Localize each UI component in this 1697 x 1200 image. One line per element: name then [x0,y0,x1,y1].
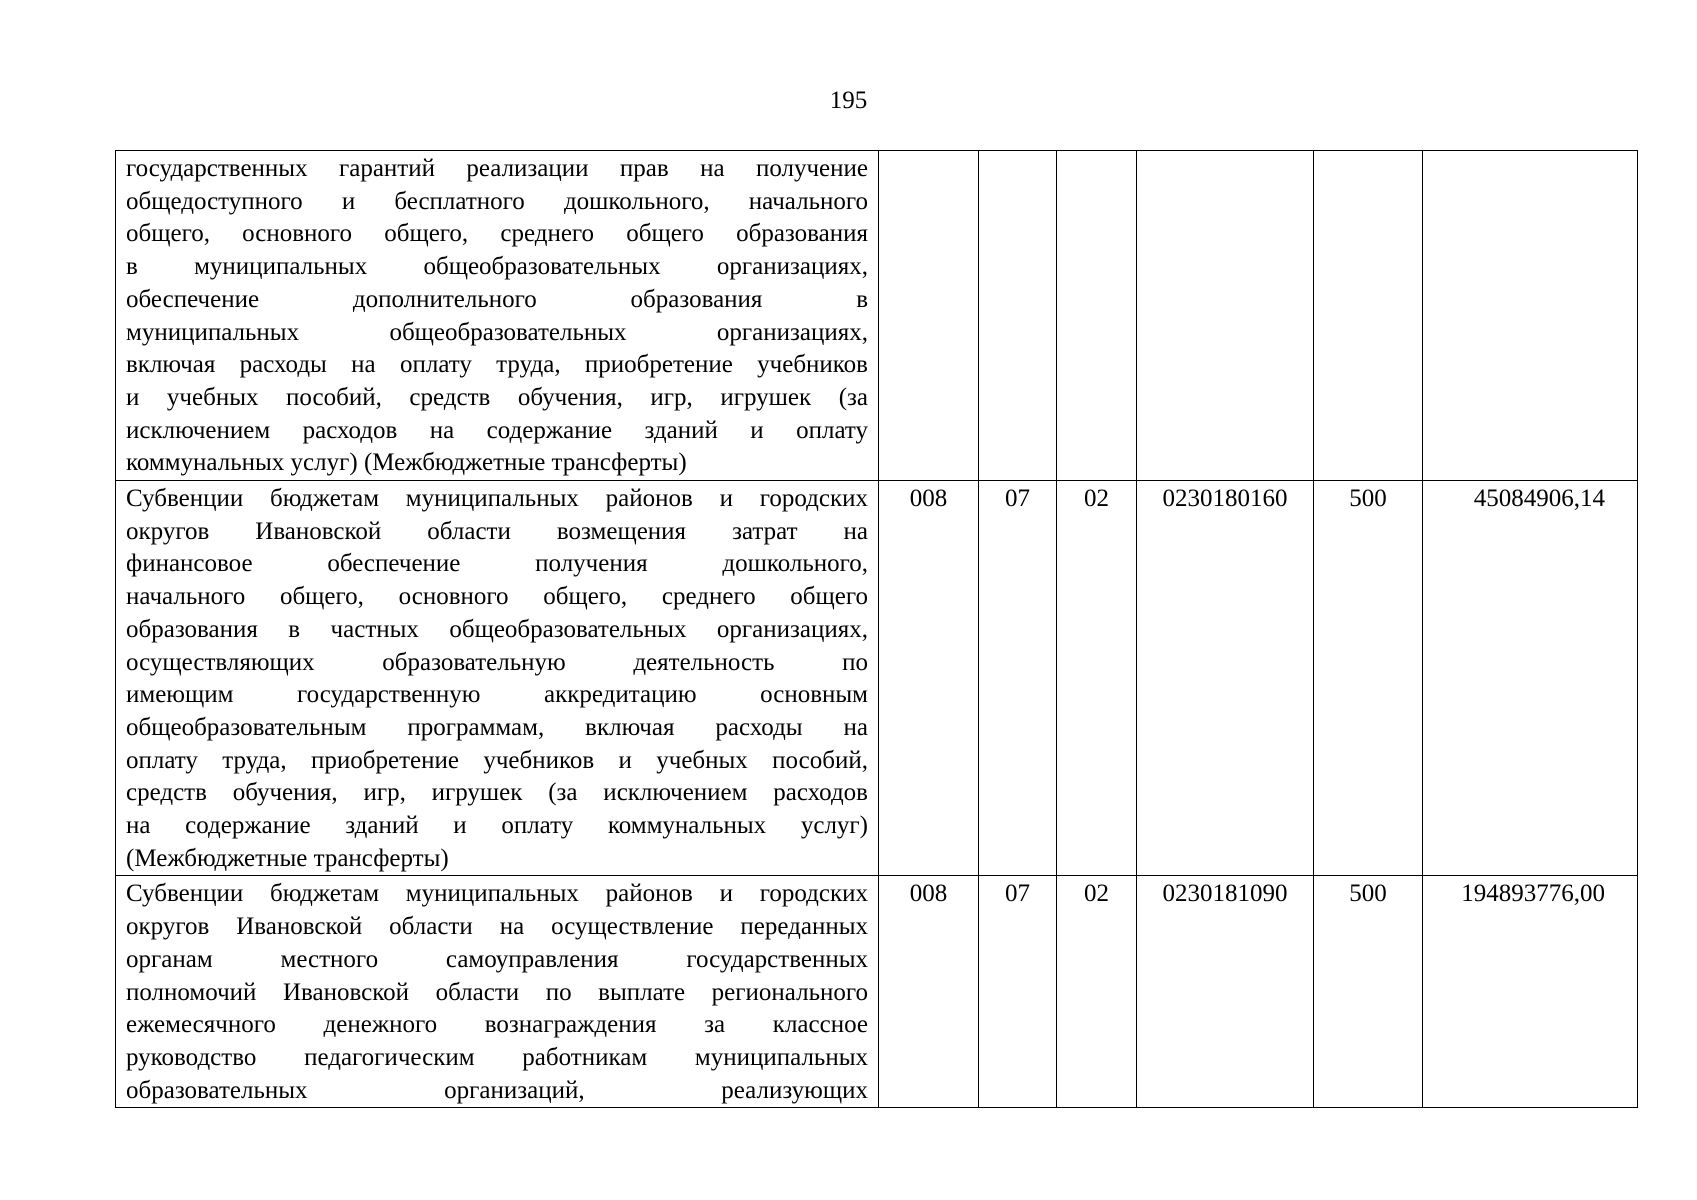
target-code: 0230180160 [1137,481,1314,876]
description-line: начального общего, основного общего, среднего общего [126,583,868,611]
expense-type-code: 500 [1314,481,1423,876]
description-line: муниципальных общеобразовательных организациях, [126,318,868,346]
description-line: руководство педагогическим работникам муниципальных [126,1043,868,1071]
amount: 45084906,14 [1423,481,1638,876]
section-code: 07 [979,876,1057,1108]
section-code: 07 [979,481,1057,876]
subsection-code [1057,151,1137,481]
description-line: включая расходы на оплату труда, приобретение учебников [126,351,868,379]
row-description [116,481,879,876]
target-code: 0230181090 [1137,876,1314,1108]
description-line: государственных гарантий реализации прав на получение [126,155,868,182]
description-line: (Межбюджетные трансферты) [126,844,449,872]
description-line: полномочий Ивановской области по выплате регионального [126,978,868,1006]
table-row [116,481,1638,876]
ministry-code: 008 [879,481,979,876]
description-line: имеющим государственную аккредитацию основным [126,681,868,709]
description-line: Субвенции бюджетам муниципальных районов и городских [126,880,868,908]
description-line: и учебных пособий, средств обучения, игр, игрушек (за [126,383,868,411]
description-line: образовательных организаций, реализующих [126,1076,868,1104]
ministry-code [879,151,979,481]
expense-type-code [1314,151,1423,481]
budget-table [115,150,1638,1108]
description-line: коммунальных услуг) (Межбюджетные трансферты) [126,449,687,477]
amount: 194893776,00 [1423,876,1638,1108]
section-code [979,151,1057,481]
description-line: исключением расходов на содержание зданий и оплату [126,416,868,444]
ministry-code: 008 [879,876,979,1108]
subsection-code: 02 [1057,481,1137,876]
description-line: Субвенции бюджетам муниципальных районов и городских [126,485,868,513]
description-line: в муниципальных общеобразовательных организациях, [126,253,868,281]
description-line: ежемесячного денежного вознаграждения за классное [126,1011,868,1039]
target-code [1137,151,1314,481]
table-row [116,876,1638,1108]
description-line: финансовое обеспечение получения дошкольного, [126,550,868,578]
description-line: средств обучения, игр, игрушек (за исключением расходов [126,779,868,807]
subsection-code: 02 [1057,876,1137,1108]
description-line: осуществляющих образовательную деятельность по [126,648,868,676]
description-line: общедоступного и бесплатного дошкольного, начального [126,187,868,215]
table-row [116,151,1638,481]
description-line: округов Ивановской области возмещения затрат на [126,517,868,545]
amount [1423,151,1638,481]
description-line: общего, основного общего, среднего общего образования [126,220,868,248]
description-line: оплату труда, приобретение учебников и учебных пособий, [126,746,868,774]
expense-type-code: 500 [1314,876,1423,1108]
row-description [116,151,879,481]
description-line: органам местного самоуправления государственных [126,945,868,973]
row-description [116,876,879,1108]
description-line: на содержание зданий и оплату коммунальных услуг) [126,812,868,840]
description-line: образования в частных общеобразовательных организациях, [126,615,868,643]
description-line: общеобразовательным программам, включая расходы на [126,713,868,741]
description-line: обеспечение дополнительного образования в [126,285,868,313]
description-line: округов Ивановской области на осуществление переданных [126,913,868,941]
page-number: 195 [829,87,868,114]
